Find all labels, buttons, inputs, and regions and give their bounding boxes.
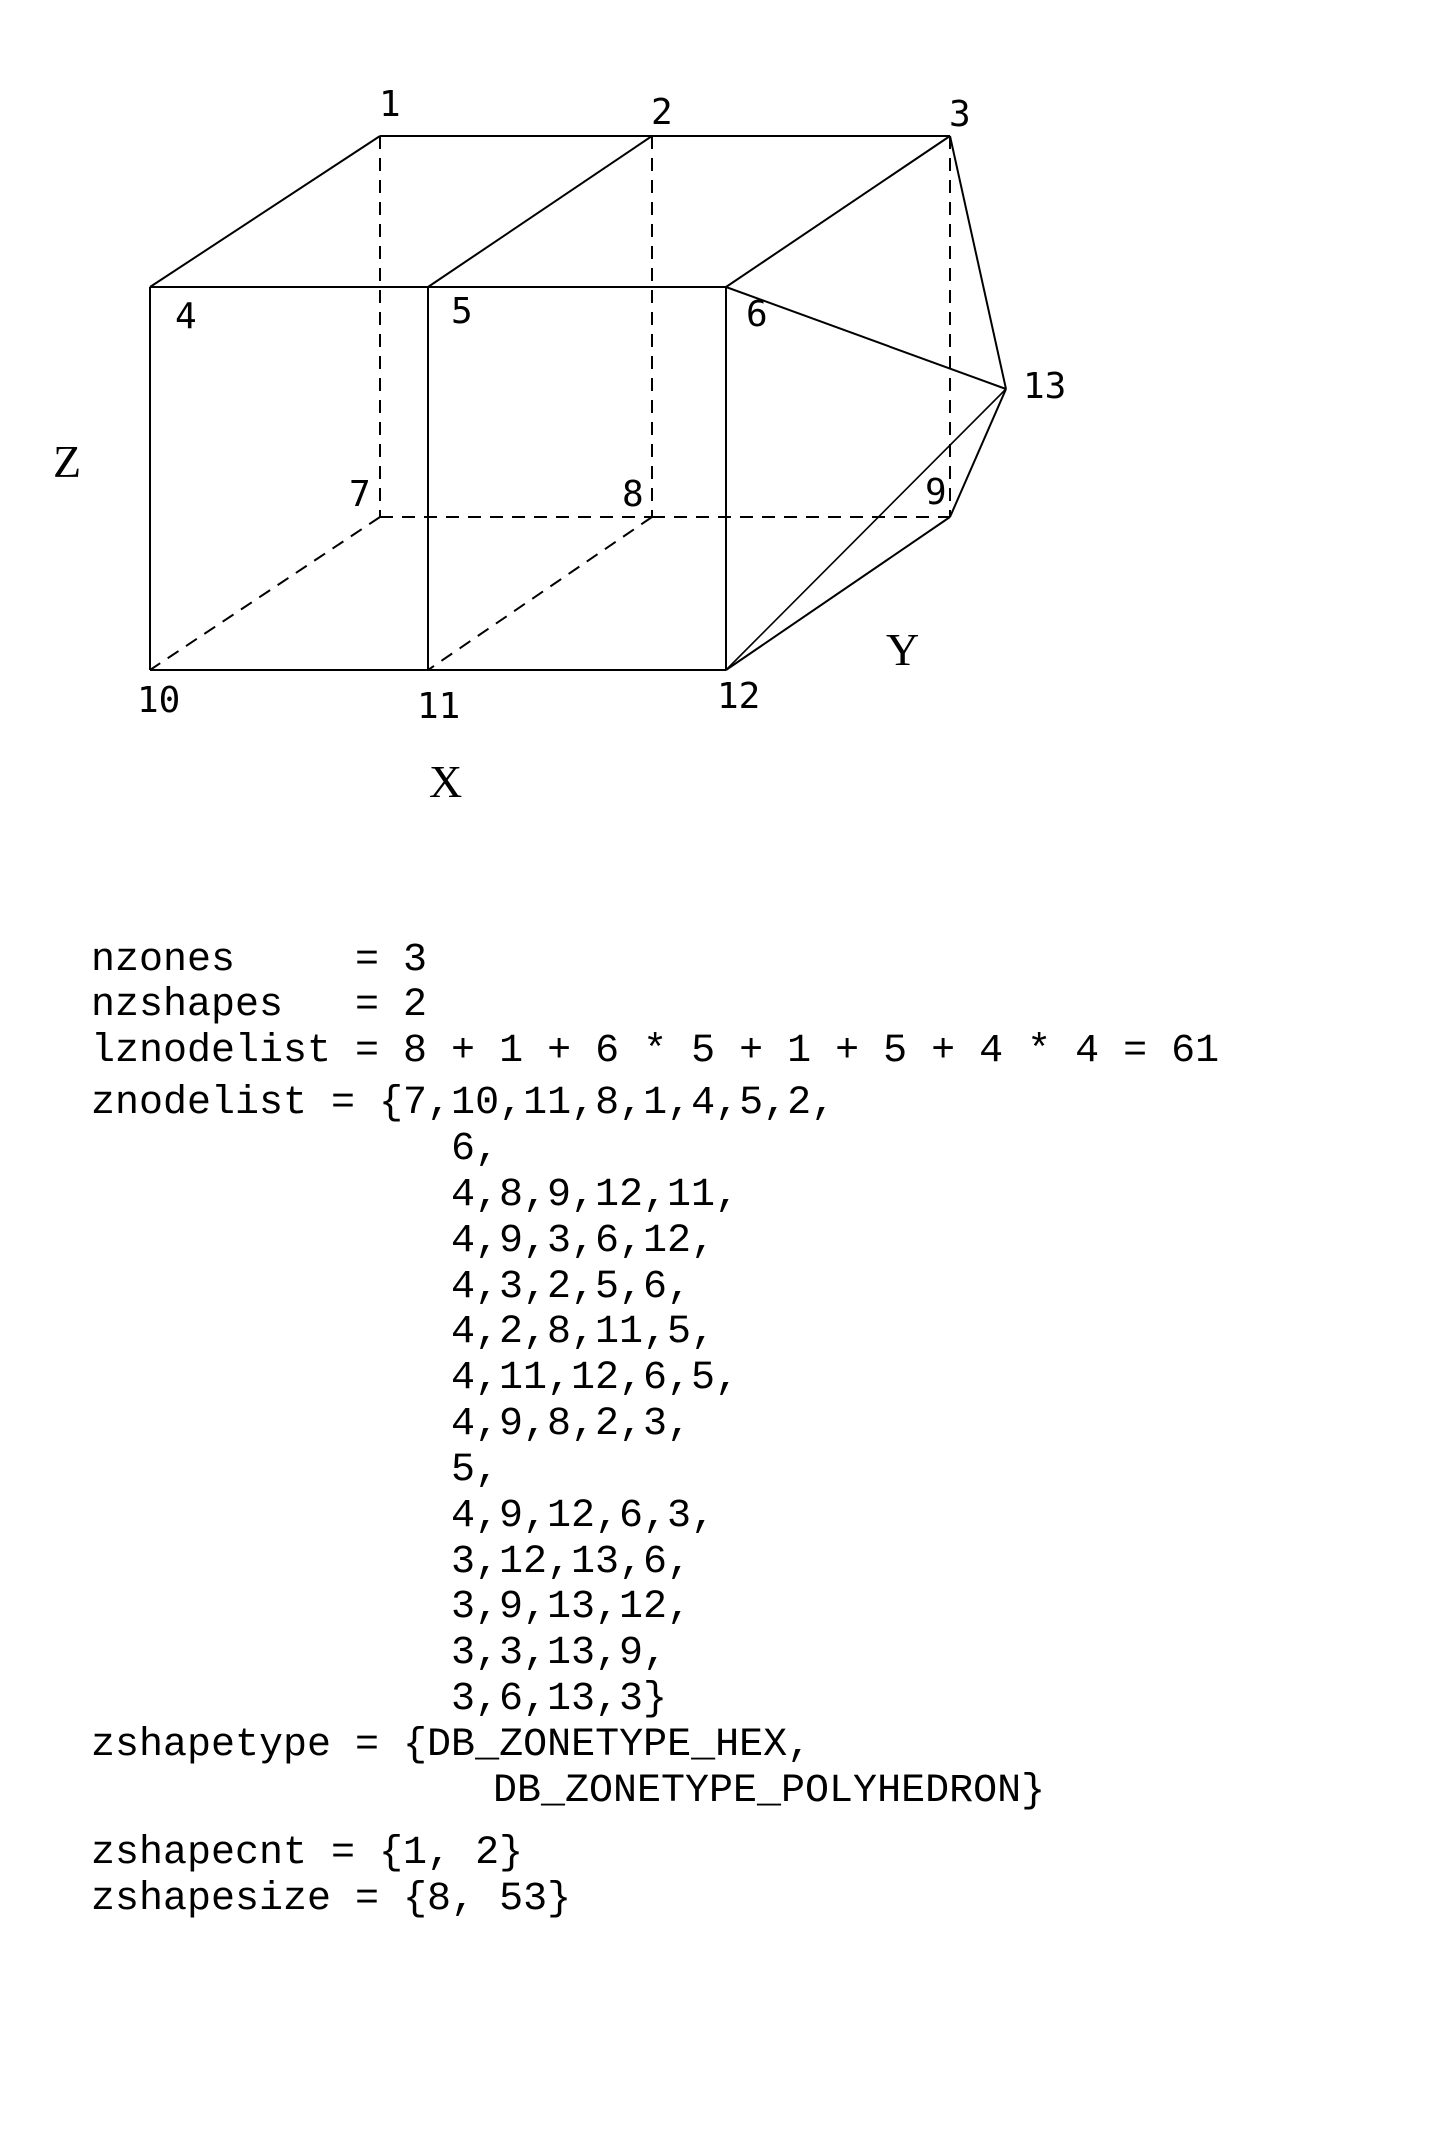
code-line-zshapesize: zshapesize = {8, 53} — [91, 1877, 572, 1922]
node-label-8: 8 — [622, 474, 644, 515]
code-line-znodelist-13: 3,6,13,3} — [451, 1677, 668, 1722]
code-line-znodelist-12: 3,3,13,9, — [451, 1631, 668, 1676]
code-line-znodelist-6: 4,11,12,6,5, — [451, 1356, 740, 1401]
node-label-1: 1 — [379, 84, 401, 125]
node-label-3: 3 — [949, 94, 971, 135]
code-line-nzshapes: nzshapes = 2 — [91, 983, 428, 1028]
node-label-13: 13 — [1023, 366, 1067, 407]
axis-label-y: Y — [886, 624, 920, 675]
node-label-11: 11 — [417, 686, 461, 727]
node-label-2: 2 — [651, 92, 673, 133]
code-line-znodelist-9: 4,9,12,6,3, — [451, 1494, 716, 1539]
code-line-znodelist-8: 5, — [451, 1448, 500, 1493]
node-label-7: 7 — [349, 474, 371, 515]
code-line-znodelist-3: 4,9,3,6,12, — [451, 1219, 716, 1264]
code-line-znodelist-5: 4,2,8,11,5, — [451, 1310, 716, 1355]
code-line-zshapetype: zshapetype = {DB_ZONETYPE_HEX, — [91, 1723, 812, 1768]
code-line-znodelist: znodelist = {7,10,11,8,1,4,5,2, — [91, 1081, 836, 1126]
node-label-10: 10 — [137, 680, 181, 721]
code-line-znodelist-10: 3,12,13,6, — [451, 1540, 692, 1585]
code-line-znodelist-2: 4,8,9,12,11, — [451, 1173, 740, 1218]
code-line-znodelist-4: 4,3,2,5,6, — [451, 1265, 692, 1310]
code-line-nzones: nzones = 3 — [91, 938, 428, 983]
code-line-lznodelist: lznodelist = 8 + 1 + 6 * 5 + 1 + 5 + 4 * 4 = 61 — [91, 1029, 1220, 1074]
node-label-5: 5 — [451, 291, 473, 332]
code-line-znodelist-7: 4,9,8,2,3, — [451, 1402, 692, 1447]
node-label-9: 9 — [925, 472, 947, 513]
code-line-zshapetype-1: DB_ZONETYPE_POLYHEDRON} — [493, 1769, 1046, 1814]
code-line-znodelist-11: 3,9,13,12, — [451, 1585, 692, 1630]
axis-label-x: X — [429, 756, 463, 807]
node-label-4: 4 — [175, 296, 197, 337]
code-line-znodelist-1: 6, — [451, 1127, 500, 1172]
node-label-6: 6 — [746, 294, 768, 335]
code-line-zshapecnt: zshapecnt = {1, 2} — [91, 1831, 524, 1876]
node-label-12: 12 — [717, 676, 761, 717]
axis-label-z: Z — [53, 436, 82, 487]
